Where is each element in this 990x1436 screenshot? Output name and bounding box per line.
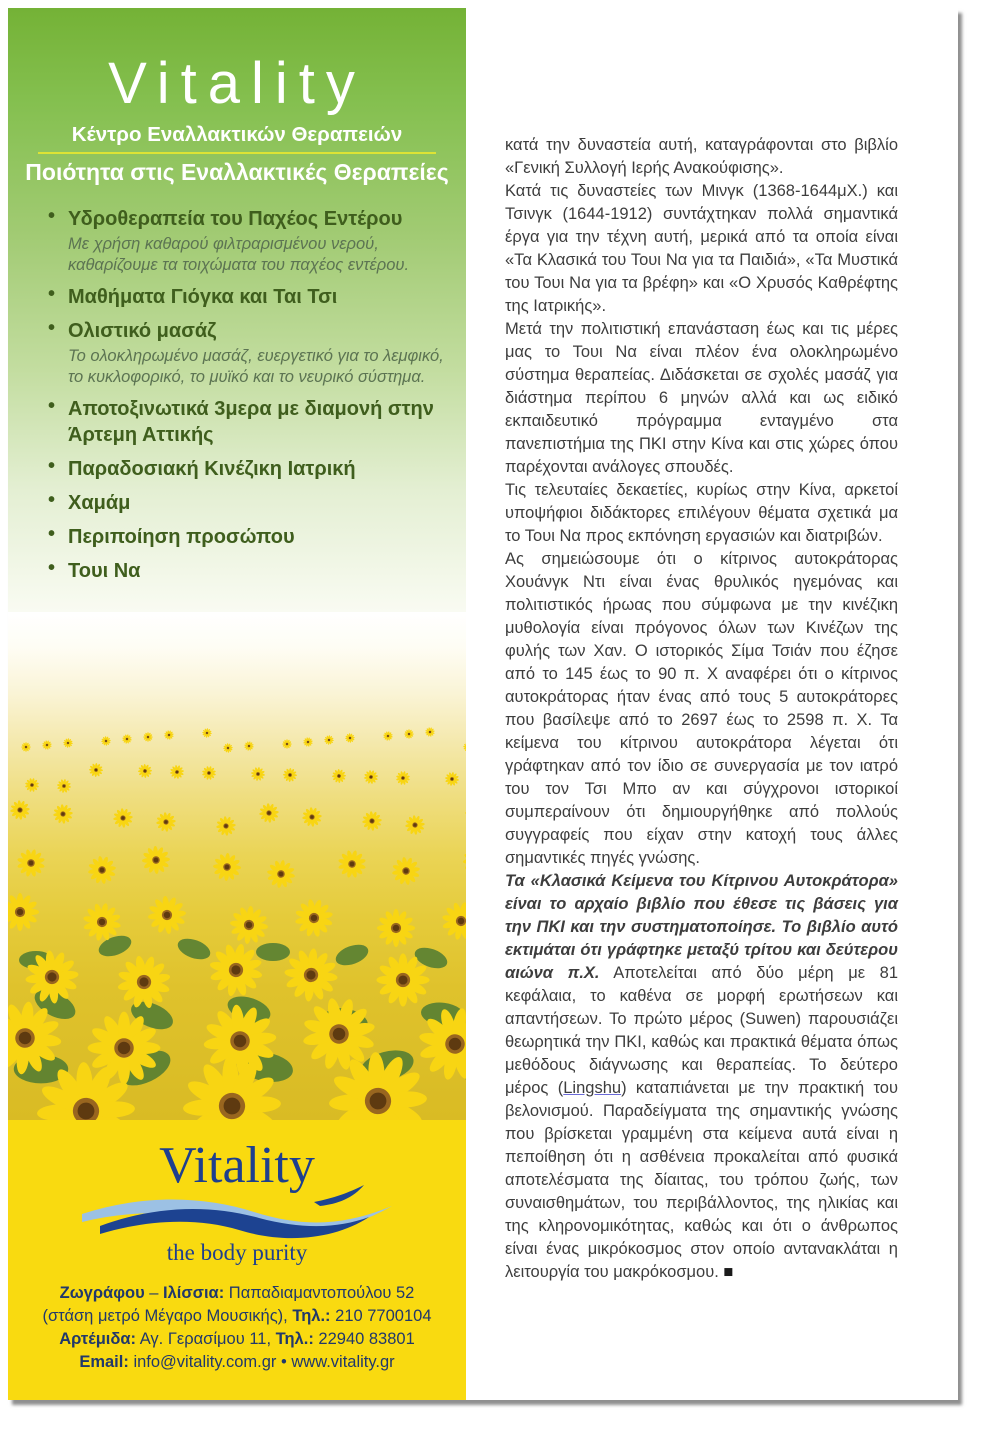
text-run: Τις τελευταίες δεκαετίες, κυρίως στην Κίνα, αρκετοί υποψήφιοι διδάκτορες επιλέγουν θέματα σχετικά μα το Τουι Να προς εκπόνηση εργασιών και διατριβών. bbox=[505, 481, 898, 545]
vitality-logo bbox=[8, 1120, 466, 1266]
service-title: Χαμάμ bbox=[68, 491, 131, 514]
bullet-icon: • bbox=[48, 454, 56, 477]
article-paragraph bbox=[505, 479, 898, 548]
service-title: Υδροθεραπεία του Παχέος Εντέρου bbox=[68, 207, 403, 230]
yellow-divider bbox=[38, 152, 436, 154]
services-list bbox=[8, 206, 466, 584]
text-run: Μετά την πολιτιστική επανάσταση έως και τις μέρες μας το Τουι Να είναι πλέον ένα ολοκληρωμένο σύστημα θεραπείας. Διδάσκεται σε σχολές μασάζ για διάστημα περίπου 6 μηνών αλλά και ως ειδικό εκπαιδευτικό πρόγραμμα ενταγμένο στα πανεπιστήμια της ΠΚΙ στην Κίνα και στις χώρες όπου παρέχονται ανάλογες σπουδές. bbox=[505, 320, 898, 476]
service-item bbox=[48, 318, 448, 388]
article-paragraph bbox=[505, 134, 898, 180]
service-item bbox=[48, 206, 448, 276]
logo-tagline: the body purity bbox=[166, 1240, 308, 1265]
service-title: Τουι Να bbox=[68, 559, 141, 582]
service-item bbox=[48, 396, 448, 448]
contact-value: info@vitality.com.gr • www.vitality.gr bbox=[128, 1353, 395, 1371]
text-run: Ας σημειώσουμε ότι ο κίτρινος αυτοκράτορας Χουάνγκ Ντι είναι ένας θρυλικός ηγεμόνας και πολιτιστικός ήρωας που σύμφωνα με την κινέζικη μυθολογία είναι πρόγονος όλων των Κινέζων της φυλής των Χαν. Ο ιστορικός Σίμα Τσιάν που έζησε από το 145 έως το 90 π. Χ αναφέρει ότι ο κίτρινος αυτοκράτορας ήταν ένας από τους 5 αυτοκράτορες που βασίλεψε από το 2697 έως το 2598 π. Χ. Τα κείμενα του κίτρινου αυτοκράτορα λέγεται ότι γράφτηκαν από τον ίδιο σε συνεργασία με τον ιατρό του τον Τσι Μπο αν και σύγχρονοι ιστορικοί συμπεραίνουν ότι δημιουργήθηκε από πολλούς συγγραφείς που είχαν στην κατοχή τους άλλες σημαντικές πηγές γνώσης. bbox=[505, 550, 898, 867]
contact-block bbox=[8, 1282, 466, 1374]
emphasis-text: Τα «Κλασικά Κείμενα του Κίτρινου Αυτοκράτορα» είναι το αρχαίο βιβλίο που έθεσε τις βάσεις για την ΠΚΙ και την συστηματοποίησε. Το βιβλίο αυτό εκτιμάται ότι γράφτηκε μεταξύ τρίτου και δεύτερου αιώνα π.Χ. bbox=[505, 872, 898, 982]
bullet-icon: • bbox=[48, 316, 56, 339]
brand-subtitle: Κέντρο Εναλλακτικών Θεραπειών bbox=[71, 122, 403, 146]
contact-label: Ιλίσσια: bbox=[163, 1284, 225, 1302]
contact-value: Αγ. Γερασίμου 11, bbox=[136, 1330, 276, 1348]
brochure-page bbox=[8, 8, 958, 1400]
service-description: Με χρήση καθαρού φιλτραρισμένου νερού, καθαρίζουμε τα τοιχώματα του παχέος εντέρου. bbox=[68, 234, 410, 274]
service-item bbox=[48, 490, 448, 516]
article-paragraph bbox=[505, 318, 898, 479]
text-run: Κατά τις δυναστείες των Μινγκ (1368-1644μΧ.) και Τσινγκ (1644-1912) συντάχτηκαν πολλά σημαντικά έργα για την τέχνη αυτή, μερικά από τα οποία είναι «Τα Κλασικά του Τουι Να για τα Παιδιά», «Τα Μυστικά του Τουι Να για τα βρέφη» και «Ο Χρυσός Καθρέφτης της Ιατρικής». bbox=[505, 182, 898, 315]
end-mark-icon: ■ bbox=[718, 1263, 734, 1281]
article-paragraph bbox=[505, 548, 898, 870]
green-header-zone bbox=[8, 8, 466, 612]
service-item bbox=[48, 524, 448, 550]
service-item bbox=[48, 284, 448, 310]
contact-label: Ζωγράφου bbox=[59, 1284, 145, 1302]
bullet-icon: • bbox=[48, 394, 56, 417]
service-title: Μαθήματα Γιόγκα και Ται Τσι bbox=[68, 285, 338, 308]
logo-wordmark: Vitality bbox=[159, 1137, 315, 1194]
bullet-icon: • bbox=[48, 204, 56, 227]
service-title: Περιποίηση προσώπου bbox=[68, 525, 295, 548]
service-title: Ολιστικό μασάζ bbox=[68, 319, 217, 342]
contact-value: – bbox=[144, 1284, 164, 1302]
brand-tagline: Ποιότητα στις Εναλλακτικές Θεραπείες bbox=[25, 158, 449, 185]
article-paragraph bbox=[505, 180, 898, 318]
text-run: κατά την δυναστεία αυτή, καταγράφονται στο βιβλίο «Γενική Συλλογή Ιερής Ανακούφισης». bbox=[505, 136, 898, 177]
bullet-icon: • bbox=[48, 488, 56, 511]
lingshu-link[interactable]: Lingshu bbox=[563, 1079, 622, 1097]
contact-value: 22940 83801 bbox=[313, 1330, 415, 1348]
sunflower-field-illustration bbox=[8, 612, 466, 1120]
service-title: Παραδοσιακή Κινέζικη Ιατρική bbox=[68, 457, 356, 480]
contact-line bbox=[8, 1282, 466, 1305]
service-title: Αποτοξινωτικά 3μερα με διαμονή στην Άρτεμη Αττικής bbox=[68, 397, 434, 446]
brand-title: Vitality bbox=[108, 51, 366, 116]
text-run: ) καταπιάνεται με την πρακτική του βελονισμού. Παραδείγματα της σημαντικής γνώσης που βρίσκεται γραμμένη στα κείμενα αυτά είναι η πεποίθηση ότι η ασθένεια προκαλείται από φυσικά αποτελέσματα της δίαιτας, του τρόπου ζωής, των συναισθημάτων, του περιβάλλοντος, της ηλικίας και της κληρονομικότητας, καθώς και ότι ο άνθρωπος είναι ένας μικρόκοσμος στον οποίο αντανακλάται η λειτουργία του μακρόκοσμου. bbox=[505, 1079, 898, 1281]
footer-panel bbox=[8, 1120, 466, 1400]
contact-line bbox=[8, 1328, 466, 1351]
bullet-icon: • bbox=[48, 282, 56, 305]
sunflower-field-photo bbox=[8, 612, 466, 1120]
contact-label: Αρτέμιδα: bbox=[59, 1330, 137, 1348]
contact-label: Τηλ.: bbox=[275, 1330, 314, 1348]
contact-value: 210 7700104 bbox=[330, 1307, 432, 1325]
service-item bbox=[48, 456, 448, 482]
bullet-icon: • bbox=[48, 556, 56, 579]
article-paragraph bbox=[505, 870, 898, 1284]
contact-value: (στάση μετρό Μέγαρο Μουσικής), bbox=[42, 1307, 293, 1325]
left-panel bbox=[8, 8, 466, 1400]
contact-label: Email: bbox=[79, 1353, 129, 1371]
contact-label: Τηλ.: bbox=[292, 1307, 331, 1325]
contact-value: Παπαδιαμαντοπούλου 52 bbox=[224, 1284, 415, 1302]
contact-line bbox=[8, 1351, 466, 1374]
text-run: Αποτελείται από δύο μέρη με 81 κεφάλαια, το καθένα σε μορφή ερωτήσεων και απαντήσεων. Το πρώτο μέρος (Suwen) παρουσιάζει θεωρητικά την ΠΚΙ, καθώς και πρακτικά θέματα όπως μεθόδους διάγνωσης και θεραπείας. Το δεύτερο μέρος ( bbox=[505, 964, 899, 1097]
service-item bbox=[48, 558, 448, 584]
article-column bbox=[505, 134, 898, 1284]
service-description: Το ολοκληρωμένο μασάζ, ευεργετικό για το λεμφικό, το κυκλοφορικό, το μυϊκό και το νευρικό σύστημα. bbox=[68, 346, 444, 386]
bullet-icon: • bbox=[48, 522, 56, 545]
contact-line bbox=[8, 1305, 466, 1328]
